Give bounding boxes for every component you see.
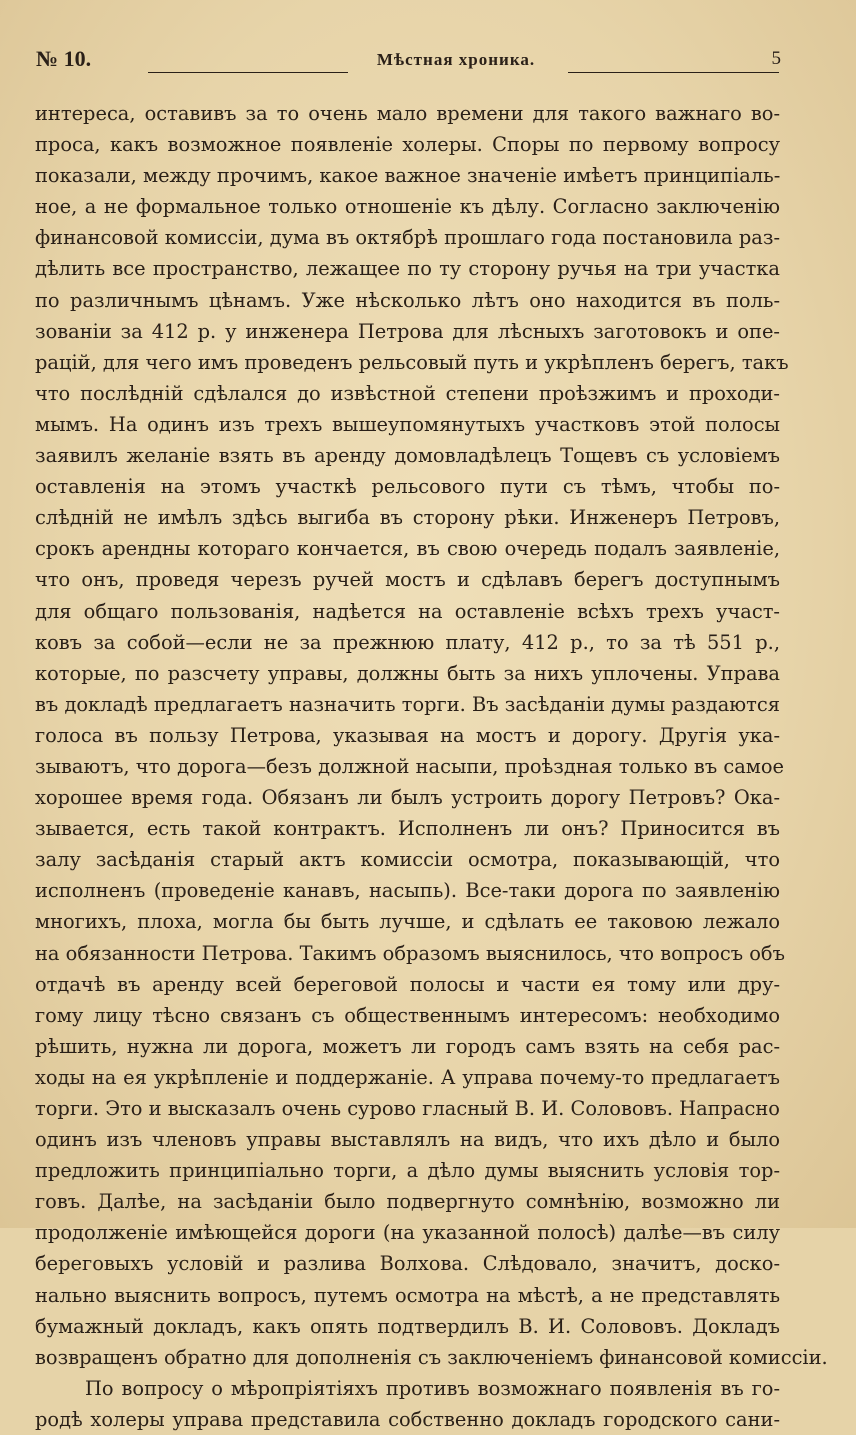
text-line: гому лицу тѣсно связанъ съ общественнымъ интересомъ: необходимо — [35, 1003, 780, 1027]
text-line: отдачѣ въ аренду всей береговой полосы и части ея тому или дру- — [35, 972, 780, 996]
text-line: интереса, оставивъ за то очень мало времени для такого важнаго во- — [35, 102, 780, 125]
text-line: голоса въ пользу Петрова, указывая на мостъ и дорогу. Другія ука- — [35, 723, 780, 747]
header-rule-right — [568, 72, 779, 73]
text-line: нально выяснить вопросъ, путемъ осмотра на мѣстѣ, а не представлять — [35, 1283, 780, 1307]
issue-number: № 10. — [36, 46, 92, 71]
text-line: что онъ, проведя черезъ ручей мостъ и сдѣлавъ берегъ доступнымъ — [35, 568, 780, 592]
text-line: финансовой комиссіи, дума въ октябрѣ прошлаго года постановила раз- — [35, 226, 780, 250]
text-line: одинъ изъ членовъ управы выставлялъ на видъ, что ихъ дѣло и было — [35, 1128, 780, 1152]
text-line: оставленія на этомъ участкѣ рельсового пути съ тѣмъ, чтобы по- — [35, 475, 780, 499]
text-line: заявилъ желаніе взять въ аренду домовладѣлецъ Тощевъ съ условіемъ — [35, 444, 780, 468]
text-line: зываютъ, что дорога—безъ должной насыпи, проѣздная только въ самое — [35, 754, 784, 778]
text-line: ковъ за собой—если не за прежнюю плату, 412 р., то за тѣ 551 р., — [35, 630, 780, 654]
text-line: которые, по разсчету управы, должны быть за нихъ уплочены. Управа — [35, 661, 780, 685]
header-rule-left — [148, 72, 348, 73]
text-line: на обязанности Петрова. Такимъ образомъ выяснилось, что вопросъ объ — [35, 941, 785, 965]
text-line: торги. Это и высказалъ очень сурово гласный В. И. Солововъ. Напрасно — [35, 1097, 780, 1120]
text-line: бумажный докладъ, какъ опять подтвердилъ В. И. Солововъ. Докладъ — [35, 1314, 780, 1338]
text-line: слѣдній не имѣлъ здѣсь выгиба въ сторону рѣки. Инженеръ Петровъ, — [35, 506, 780, 530]
text-line: По вопросу о мѣропріятіяхъ противъ возможнаго появленія въ го- — [85, 1376, 780, 1400]
text-line: исполненъ (проведеніе канавъ, насыпь). Все-таки дорога по заявленію — [35, 879, 780, 903]
text-line: многихъ, плоха, могла бы быть лучше, и сдѣлать ее таковою лежало — [35, 910, 780, 934]
text-line: зованіи за 412 р. у инженера Петрова для лѣсныхъ заготовокъ и опе- — [35, 319, 780, 343]
text-line: береговыхъ условій и разлива Волхова. Слѣдовало, значитъ, доско- — [35, 1252, 780, 1276]
text-line: рѣшить, нужна ли дорога, можетъ ли городъ самъ взять на себя рас- — [35, 1034, 780, 1058]
text-line: хорошее время года. Обязанъ ли былъ устроить дорогу Петровъ? Ока- — [35, 786, 780, 810]
text-line: говъ. Далѣе, на засѣданіи было подвергнуто сомнѣнію, возможно ли — [35, 1190, 780, 1214]
text-line: ходы на ея укрѣпленіе и поддержаніе. А управа почему-то предлагаетъ — [35, 1065, 780, 1089]
paragraph — [35, 98, 828, 1373]
text-line: продолженіе имѣющейся дороги (на указанной полосѣ) далѣе—въ силу — [35, 1221, 780, 1245]
text-line: что послѣдній сдѣлался до извѣстной степени проѣзжимъ и проходи- — [35, 381, 780, 405]
text-line: въ докладѣ предлагаетъ назначить торги. Въ засѣданіи думы раздаются — [35, 692, 780, 716]
body-text — [35, 98, 828, 1435]
running-header — [36, 44, 781, 76]
text-line: возвращенъ обратно для дополненія съ заключеніемъ финансовой комиссіи. — [35, 1345, 828, 1369]
text-line: срокъ арендны котораго кончается, въ свою очередь подалъ заявленіе, — [35, 537, 780, 561]
text-line: предложить принципіально торги, а дѣло думы выяснить условія тор- — [35, 1159, 780, 1183]
running-title: Мѣстная хроника. — [376, 50, 536, 69]
text-line: мымъ. На одинъ изъ трехъ вышеупомянутыхъ участковъ этой полосы — [35, 412, 780, 436]
text-line: родѣ холеры управа представила собственно докладъ городского сани- — [35, 1407, 780, 1431]
text-line: дѣлить все пространство, лежащее по ту сторону ручья на три участка — [35, 257, 780, 281]
text-line: для общаго пользованія, надѣется на оставленіе всѣхъ трехъ участ- — [35, 599, 780, 623]
page-number: 5 — [771, 48, 781, 69]
text-line: рацій, для чего имъ проведенъ рельсовый путь и укрѣпленъ берегъ, такъ — [35, 350, 789, 374]
text-line: проса, какъ возможное появленіе холеры. Споры по первому вопросу — [35, 133, 780, 157]
text-line: зывается, есть такой контрактъ. Исполненъ ли онъ? Приносится въ — [35, 817, 780, 841]
text-line: по различнымъ цѣнамъ. Уже нѣсколько лѣтъ оно находится въ поль- — [35, 288, 780, 312]
text-line: залу засѣданія старый актъ комиссіи осмотра, показывающій, что — [35, 848, 780, 872]
text-line: показали, между прочимъ, какое важное значеніе имѣетъ принципіаль- — [35, 164, 781, 188]
text-line: ное, а не формальное только отношеніе къ дѣлу. Согласно заключенію — [35, 195, 780, 219]
paragraph — [35, 1373, 780, 1435]
